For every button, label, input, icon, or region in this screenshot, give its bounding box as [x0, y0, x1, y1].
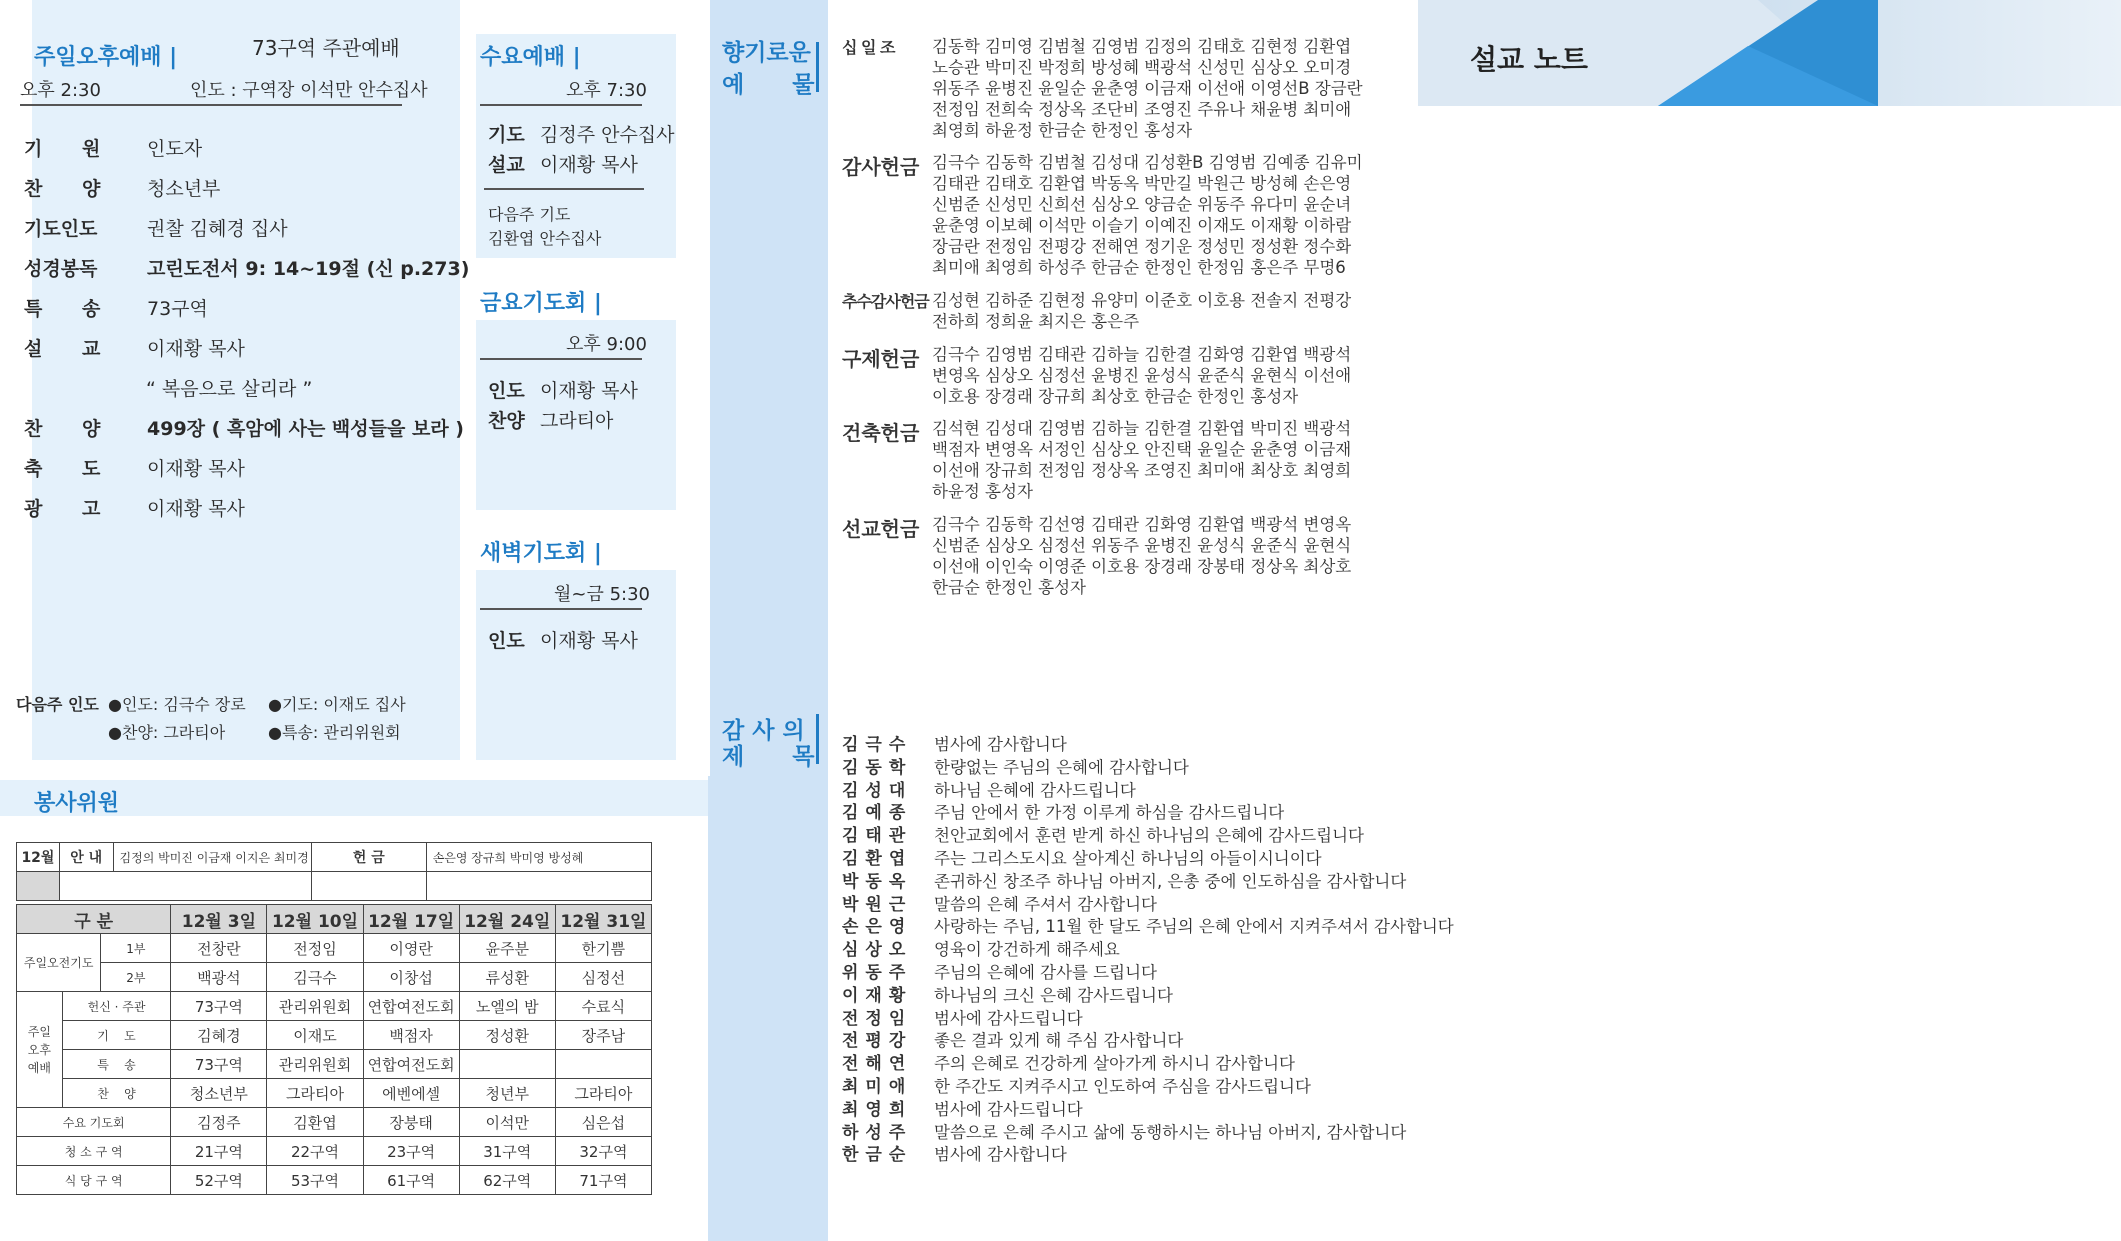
offering-label: 헌 금	[311, 843, 426, 872]
offering-line: 이선애 이인숙 이영준 이호용 장경래 장봉태 정상옥 최상호	[932, 557, 1352, 576]
offering-line: 신범준 심상오 심정선 위동주 윤병진 윤성식 윤준식 윤현식	[932, 536, 1352, 555]
table-header-cell: 12월 10일	[267, 905, 363, 934]
table-cell: 백광석	[171, 963, 267, 992]
sunday-subtitle: 73구역 주관예배	[252, 36, 400, 60]
table-cell: 심정선	[555, 963, 651, 992]
sunday-next-item: ●특송: 관리위원회	[268, 723, 401, 742]
thanks-name: 전평강	[842, 1031, 913, 1052]
table-cell: 이영란	[363, 934, 459, 963]
sunday-row-label: 찬 양	[24, 418, 101, 440]
sunday-next-item: ●기도: 이재도 집사	[268, 695, 406, 714]
table-cell: 김정주	[171, 1108, 267, 1137]
friday-row-label: 찬양	[488, 410, 525, 432]
thanks-text: 말씀으로 은혜 주시고 삶에 동행하시는 하나님 아버지, 감사합니다	[934, 1122, 1407, 1142]
table-row	[17, 843, 652, 872]
table-row	[17, 1079, 652, 1108]
thanks-text: 범사에 감사합니다	[934, 735, 1067, 754]
wednesday-row-value: 김정주 안수집사	[540, 124, 675, 146]
table-row	[17, 1021, 652, 1050]
table-cell: 백점자	[363, 1021, 459, 1050]
table-row	[17, 934, 652, 963]
sermon-note-title: 설교 노트	[1470, 43, 1588, 76]
offering-line: 백점자 변영옥 서정인 심상오 안진택 윤일순 윤춘영 이금재	[932, 440, 1352, 459]
month-cell: 12월	[17, 843, 60, 872]
sunday-row-value: 이재황 목사	[147, 498, 245, 520]
thanks-title-2: 제 목	[722, 744, 815, 770]
offering-line: 김극수 김영범 김태관 김하늘 김한결 김화영 김환엽 백광석	[932, 345, 1352, 364]
table-row	[17, 905, 652, 934]
table-cell: 73구역	[171, 992, 267, 1021]
table-cell: 정성환	[459, 1021, 555, 1050]
thanks-text: 주님 안에서 한 가정 이루게 하심을 감사드립니다	[934, 803, 1285, 823]
offering-line: 장금란 전정임 전평강 전해연 정기운 정성민 정성환 정수화	[932, 237, 1352, 256]
table-cell: 류성환	[459, 963, 555, 992]
table-cell	[459, 1050, 555, 1079]
offering-line: 최영희 하윤정 한금순 한정인 홍성자	[932, 121, 1193, 140]
sunday-row-value: 청소년부	[147, 178, 221, 200]
table-cell: 김혜경	[171, 1021, 267, 1050]
offering-names	[932, 152, 1363, 278]
thanks-text: 말씀의 은혜 주셔서 감사합니다	[934, 894, 1157, 914]
table-cell: 23구역	[363, 1137, 459, 1166]
offering-line: 최미애 최영희 하성주 한금순 한정인 한정임 홍은주 무명6	[932, 258, 1346, 277]
sunday-row-value: 이재황 목사	[147, 338, 245, 360]
table-cell: 그라티아	[267, 1079, 363, 1108]
thanks-name: 심상오	[842, 940, 913, 961]
offering-line: 노승관 박미진 박정희 방성혜 백광석 신성민 심상오 오미경	[932, 58, 1352, 77]
thanks-name: 이재황	[842, 985, 913, 1006]
guide-names: 김정의 박미진 이금재 이지은 최미경	[113, 843, 311, 872]
offering-line: 이호용 장경래 장규희 최상호 한금순 한정인 홍성자	[932, 387, 1299, 406]
friday-row-value: 이재황 목사	[540, 380, 638, 402]
table-cell: 62구역	[459, 1166, 555, 1195]
table-cell: 윤주분	[459, 934, 555, 963]
sunday-row-value: 499장 ( 흑암에 사는 백성들을 보라 )	[147, 418, 464, 440]
offering-line: 변영옥 심상오 심정선 윤병진 윤성식 윤준식 윤현식 이선애	[932, 366, 1352, 385]
friday-divider	[480, 358, 642, 360]
table-cell: 노엘의 밤	[459, 992, 555, 1021]
pm-sub-label: 특 송	[62, 1050, 171, 1079]
thanks-name: 위동주	[842, 963, 913, 983]
thanks-text: 하나님의 크신 은혜 감사드립니다	[934, 985, 1173, 1005]
table-row	[17, 963, 652, 992]
table-cell: 김극수	[267, 963, 363, 992]
wednesday-title: 수요예배 |	[480, 45, 581, 70]
offering-names	[932, 418, 1352, 502]
sunday-leader: 인도 : 구역장 이석만 안수집사	[190, 80, 428, 101]
offering-names	[932, 36, 1363, 141]
offering-line: 전하희 정희윤 최지은 홍은주	[932, 312, 1140, 331]
sunday-row-value: 고린도전서 9: 14~19절 (신 p.273)	[147, 258, 470, 280]
am-sub-label: 2부	[101, 963, 171, 992]
friday-title: 금요기도회 |	[480, 291, 602, 316]
table-cell: 청소년부	[171, 1079, 267, 1108]
table-cell: 21구역	[171, 1137, 267, 1166]
sunday-row-label: 기 원	[24, 138, 101, 160]
table-header-cell: 12월 3일	[171, 905, 267, 934]
dawn-title: 새벽기도회 |	[480, 541, 602, 566]
offering-names: 손은영 장규희 박미영 방성혜	[426, 843, 651, 872]
thanks-text: 좋은 결과 있게 해 주심 감사합니다	[934, 1031, 1184, 1051]
sunday-row-value: “ 복음으로 살리라 ”	[146, 378, 313, 400]
thanks-name: 최영희	[842, 1099, 913, 1120]
pm-sub-label: 기 도	[62, 1021, 171, 1050]
offering-line: 김동학 김미영 김범철 김영범 김정의 김태호 김현정 김환엽	[932, 37, 1352, 56]
table-cell: 31구역	[459, 1137, 555, 1166]
dawn-row-value: 이재황 목사	[540, 630, 638, 652]
pm-sub-label: 찬 양	[62, 1079, 171, 1108]
offering-title-bar	[816, 42, 819, 92]
offering-title-1: 향기로운	[722, 40, 811, 66]
table-row	[17, 1050, 652, 1079]
pm-group-label: 주일 오후 예배	[17, 992, 63, 1108]
thanks-name: 김환엽	[842, 849, 913, 869]
offering-line: 하윤정 홍성자	[932, 482, 1033, 501]
wednesday-next-label: 다음주 기도	[488, 205, 571, 224]
row-label: 식 당 구 역	[17, 1166, 171, 1195]
offering-line: 김석현 김성대 김영범 김하늘 김한결 김환엽 박미진 백광석	[932, 419, 1352, 438]
thanks-text: 범사에 감사드립니다	[934, 1008, 1083, 1028]
offering-label: 추수감사헌금	[842, 292, 929, 311]
offering-names	[932, 290, 1352, 332]
friday-row-value: 그라티아	[540, 410, 614, 432]
sunday-row-label: 찬 양	[24, 178, 101, 200]
sunday-next-item: ●찬양: 그라티아	[108, 723, 226, 742]
table-cell: 장주남	[555, 1021, 651, 1050]
wednesday-row-label: 설교	[488, 154, 525, 176]
table-cell: 관리위원회	[267, 1050, 363, 1079]
sunday-row-value: 이재황 목사	[147, 458, 245, 480]
sunday-row-label: 특 송	[24, 298, 101, 320]
thanks-title-1: 감 사 의	[722, 718, 805, 744]
thanks-title-bar	[816, 714, 819, 764]
sunday-next-label: 다음주 인도	[16, 695, 99, 714]
wednesday-row-label: 기도	[488, 124, 525, 146]
thanks-name: 전해연	[842, 1054, 913, 1075]
sunday-row-label: 설 교	[24, 338, 101, 360]
sunday-row-label: 광 고	[24, 498, 101, 520]
thanks-text: 존귀하신 창조주 하나님 아버지, 은총 중에 인도하심을 감사합니다	[934, 871, 1407, 891]
thanks-text: 하나님 은혜에 감사드립니다	[934, 780, 1136, 800]
offering-title-2: 예 물	[722, 72, 815, 98]
table-cell: 연합여전도회	[363, 992, 459, 1021]
table-cell: 전창란	[171, 934, 267, 963]
thanks-text: 천안교회에서 훈련 받게 하신 하나님의 은혜에 감사드립니다	[934, 826, 1364, 846]
thanks-name: 한금순	[842, 1145, 913, 1166]
offering-names	[932, 344, 1352, 407]
middle-strip	[710, 0, 828, 1241]
thanks-name: 김태관	[842, 826, 913, 847]
pm-sub-label: 헌신 · 주관	[62, 992, 171, 1021]
am-sub-label: 1부	[101, 934, 171, 963]
table-cell: 53구역	[267, 1166, 363, 1195]
dawn-row-label: 인도	[488, 630, 525, 652]
offering-line: 한금순 한정인 홍성자	[932, 578, 1086, 597]
table-cell: 61구역	[363, 1166, 459, 1195]
offering-label: 감사헌금	[842, 155, 920, 179]
row-label: 수요 기도회	[17, 1108, 171, 1137]
thanks-text: 한량없는 주님의 은혜에 감사합니다	[934, 757, 1189, 777]
thanks-text: 범사에 감사드립니다	[934, 1099, 1083, 1119]
offering-line: 윤춘영 이보혜 이석만 이슬기 이예진 이재도 이재황 이하람	[932, 216, 1352, 235]
volunteers-title: 봉사위원	[34, 791, 120, 816]
offering-line: 신범준 신성민 신희선 심상오 양금순 위동주 유다미 윤순녀	[932, 195, 1352, 214]
sunday-time: 오후 2:30	[20, 80, 101, 101]
table-header-cell: 구 분	[17, 905, 171, 934]
thanks-text: 주님의 은혜에 감사를 드립니다	[934, 963, 1157, 982]
thanks-text: 한 주간도 지켜주시고 인도하여 주심을 감사드립니다	[934, 1077, 1311, 1096]
thanks-text: 영육이 강건하게 해주세요	[934, 940, 1120, 960]
thanks-name: 최미애	[842, 1077, 913, 1097]
table-cell: 52구역	[171, 1166, 267, 1195]
sunday-divider	[20, 104, 402, 106]
sunday-next-item: ●인도: 김극수 장로	[108, 695, 246, 714]
thanks-text: 주는 그리스도시요 살아계신 하나님의 아들이시니이다	[934, 849, 1322, 868]
sunday-row-label: 축 도	[24, 458, 101, 480]
sunday-row-value: 권찰 김혜경 집사	[147, 218, 288, 240]
wednesday-next-value: 김환엽 안수집사	[488, 229, 602, 248]
wednesday-time: 오후 7:30	[566, 80, 647, 101]
table-cell: 장붕태	[363, 1108, 459, 1137]
table-cell: 이석만	[459, 1108, 555, 1137]
table-cell: 그라티아	[555, 1079, 651, 1108]
table-row	[17, 992, 652, 1021]
thanks-text: 사랑하는 주님, 11월 한 달도 주님의 은혜 안에서 지켜주셔서 감사합니다	[934, 917, 1454, 937]
thanks-name: 김동학	[842, 757, 913, 778]
wednesday-divider-2	[484, 188, 644, 190]
table-cell: 관리위원회	[267, 992, 363, 1021]
table-cell: 71구역	[555, 1166, 651, 1195]
offering-names	[932, 514, 1352, 598]
sunday-row-label: 성경봉독	[24, 258, 98, 280]
row-label: 청 소 구 역	[17, 1137, 171, 1166]
volunteers-table	[16, 842, 652, 901]
table-row	[17, 872, 652, 901]
table-cell: 에벤에셀	[363, 1079, 459, 1108]
offering-line: 이선애 장규희 전정임 정상옥 조영진 최미애 최상호 최영희	[932, 461, 1352, 480]
dawn-time: 월~금 5:30	[554, 584, 651, 605]
table-cell: 수료식	[555, 992, 651, 1021]
offering-line: 위동주 윤병진 윤일순 윤춘영 이금재 이선애 이영선B 장금란	[932, 79, 1363, 98]
table-cell: 청년부	[459, 1079, 555, 1108]
thanks-text: 주의 은혜로 건강하게 살아가게 하시니 감사합니다	[934, 1054, 1295, 1074]
sunday-row-value: 73구역	[147, 298, 208, 320]
friday-row-label: 인도	[488, 380, 525, 402]
thanks-name: 박동옥	[842, 871, 913, 892]
friday-time: 오후 9:00	[566, 334, 647, 355]
table-cell: 연합여전도회	[363, 1050, 459, 1079]
offering-line: 전정임 전희숙 정상옥 조단비 조영진 주유나 채윤병 최미애	[932, 100, 1352, 119]
table-cell: 이재도	[267, 1021, 363, 1050]
am-group-label: 주일오전기도	[17, 934, 101, 992]
offering-line: 김극수 김동학 김선영 김태관 김화영 김환엽 백광석 변영옥	[932, 515, 1352, 534]
offering-line: 김극수 김동학 김범철 김성대 김성환B 김영범 김예종 김유미	[932, 153, 1363, 172]
sunday-title: 주일오후예배 |	[34, 45, 178, 70]
offering-label: 건축헌금	[842, 421, 920, 445]
table-header-cell: 12월 24일	[459, 905, 555, 934]
table-cell: 32구역	[555, 1137, 651, 1166]
table-header-cell: 12월 31일	[555, 905, 651, 934]
table-cell: 심은섭	[555, 1108, 651, 1137]
offering-line: 김성현 김하준 김현정 유양미 이준호 이호용 전솔지 전평강	[932, 291, 1352, 310]
dawn-divider	[480, 608, 642, 610]
table-cell	[555, 1050, 651, 1079]
schedule-table	[16, 904, 652, 1195]
thanks-text: 범사에 감사합니다	[934, 1145, 1067, 1165]
offering-label: 십 일 조	[842, 38, 895, 57]
table-cell: 한기쁨	[555, 934, 651, 963]
table-cell: 김환엽	[267, 1108, 363, 1137]
offering-line: 김태관 김태호 김환엽 박동옥 박만길 박원근 방성혜 손은영	[932, 174, 1352, 193]
sermon-note-header	[1418, 0, 2121, 106]
sunday-row-value: 인도자	[147, 138, 203, 160]
thanks-name: 박원근	[842, 894, 913, 915]
table-cell: 22구역	[267, 1137, 363, 1166]
guide-label: 안 내	[59, 843, 113, 872]
table-row	[17, 1108, 652, 1137]
thanks-name: 김극수	[842, 735, 913, 755]
table-cell: 이창섭	[363, 963, 459, 992]
thanks-name: 전정임	[842, 1008, 913, 1029]
offering-label: 구제헌금	[842, 347, 920, 371]
table-header-cell: 12월 17일	[363, 905, 459, 934]
wednesday-row-value: 이재황 목사	[540, 154, 638, 176]
table-cell: 73구역	[171, 1050, 267, 1079]
thanks-name: 김성대	[842, 780, 913, 801]
wednesday-divider	[480, 104, 642, 106]
table-cell: 전정임	[267, 934, 363, 963]
offering-label: 선교헌금	[842, 517, 920, 541]
table-row	[17, 1137, 652, 1166]
table-row	[17, 1166, 652, 1195]
thanks-name: 하성주	[842, 1122, 913, 1143]
thanks-name: 손은영	[842, 917, 913, 938]
thanks-name: 김예종	[842, 803, 913, 824]
sunday-row-label: 기도인도	[24, 218, 98, 240]
